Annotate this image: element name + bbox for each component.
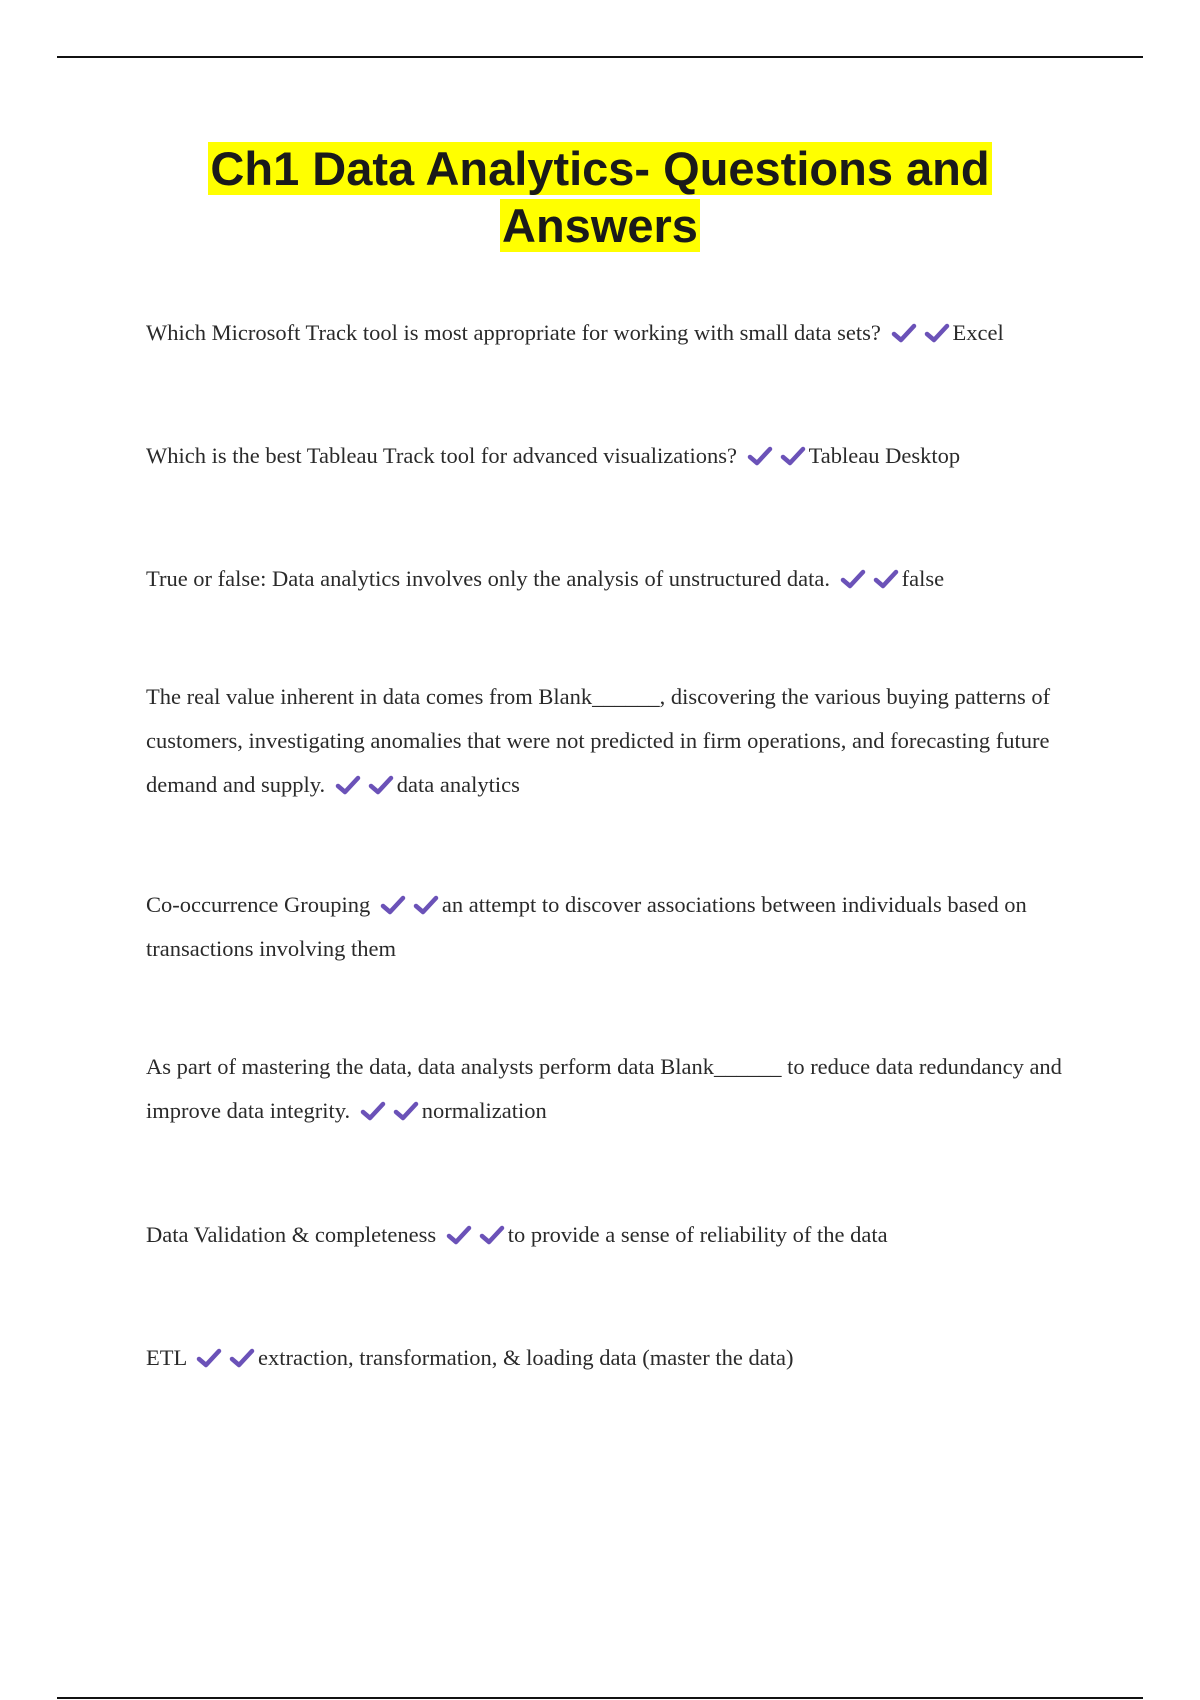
check-icon	[196, 1347, 222, 1369]
title-line-2: Answers	[502, 199, 698, 252]
answer-text: extraction, transformation, & loading data (master the data)	[258, 1345, 794, 1370]
check-icon	[380, 894, 406, 916]
question-text: As part of mastering the data, data analysts perform data Blank______ to reduce data redundancy and improve data integrity.	[146, 1054, 1062, 1123]
check-icon	[446, 1224, 472, 1246]
check-icon	[840, 568, 866, 590]
check-icon	[368, 774, 394, 796]
question-text: Which Microsoft Track tool is most appropriate for working with small data sets?	[146, 320, 881, 345]
question-text: ETL	[146, 1345, 187, 1370]
qa-item-7	[146, 1213, 1091, 1257]
answer-text: Excel	[952, 320, 1004, 345]
page-title	[0, 140, 1200, 254]
qa-item-8	[146, 1336, 1091, 1380]
check-icon	[413, 894, 439, 916]
top-rule	[57, 56, 1143, 58]
question-text: Co-occurrence Grouping	[146, 892, 371, 917]
answer-text: data analytics	[396, 772, 520, 797]
check-icon	[780, 445, 806, 467]
question-text: The real value inherent in data comes from Blank______, discovering the various buying patterns of customers, investigating anomalies that were not predicted in firm operations, and forecasting future demand and supply.	[146, 684, 1051, 797]
check-icon	[873, 568, 899, 590]
check-icon	[335, 774, 361, 796]
title-line-1: Ch1 Data Analytics- Questions and	[210, 142, 990, 195]
answer-text: false	[901, 566, 945, 591]
check-icon	[360, 1100, 386, 1122]
answer-text: an attempt to discover associations between individuals based on transactions involving them	[146, 892, 1027, 961]
qa-item-2	[146, 434, 1091, 478]
check-icon	[891, 322, 917, 344]
check-icon	[747, 445, 773, 467]
check-icon	[393, 1100, 419, 1122]
qa-item-5	[146, 883, 1091, 971]
check-icon	[924, 322, 950, 344]
answer-text: normalization	[421, 1098, 547, 1123]
answer-text: to provide a sense of reliability of the data	[507, 1222, 888, 1247]
check-icon	[229, 1347, 255, 1369]
question-text: True or false: Data analytics involves only the analysis of unstructured data.	[146, 566, 830, 591]
check-icon	[479, 1224, 505, 1246]
question-text: Which is the best Tableau Track tool for advanced visualizations?	[146, 443, 737, 468]
answer-text: Tableau Desktop	[808, 443, 961, 468]
question-text: Data Validation & completeness	[146, 1222, 437, 1247]
qa-item-4	[146, 675, 1091, 807]
qa-item-1	[146, 311, 1091, 355]
bottom-rule	[57, 1697, 1143, 1699]
qa-item-3	[146, 557, 1091, 601]
qa-item-6	[146, 1045, 1091, 1133]
